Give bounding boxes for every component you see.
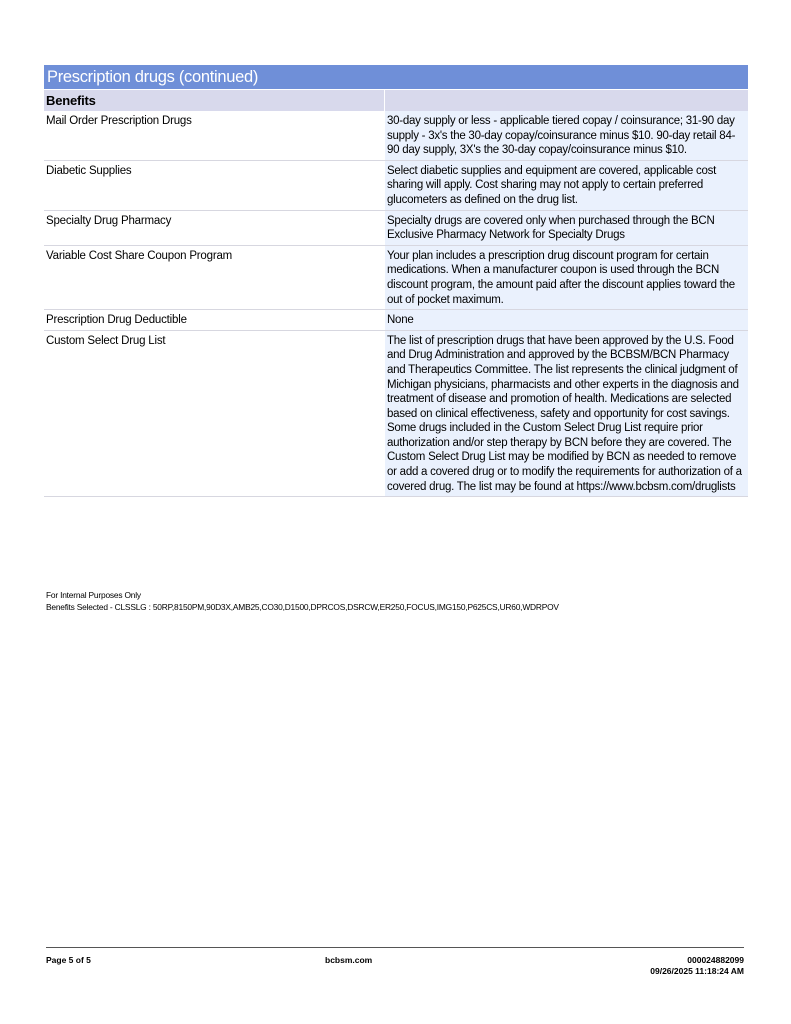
table-row <box>44 331 748 498</box>
benefit-details: Your plan includes a prescription drug discount program for certain medications. When a manufacturer coupon is used through the BCN discount program, the amount paid after the discount applies toward the out of pocket maximum. <box>385 246 748 309</box>
benefit-name: Diabetic Supplies <box>46 164 132 177</box>
benefit-name: Prescription Drug Deductible <box>46 314 187 327</box>
internal-note-title: For Internal Purposes Only <box>46 590 141 600</box>
benefit-name: Specialty Drug Pharmacy <box>46 214 172 227</box>
column-header-benefits: Benefits <box>44 90 384 111</box>
benefit-name: Mail Order Prescription Drugs <box>46 115 192 127</box>
section-title: Prescription drugs (continued) <box>44 65 748 89</box>
benefit-details: Specialty drugs are covered only when purchased through the BCN Exclusive Pharmacy Network for Specialty Drugs <box>385 211 748 245</box>
benefits-table <box>44 65 748 497</box>
column-header-details <box>385 90 748 111</box>
benefit-details: 30-day supply or less - applicable tiered copay / coinsurance; 31-90 day supply - 3x's the 30-day copay/coinsurance minus $10. 90-day retail 84-90 day supply, 3X's the 30-day copay/coinsurance minus $10. <box>385 111 748 160</box>
document-info <box>650 955 744 977</box>
print-timestamp: 09/26/2025 11:18:24 AM <box>650 966 744 976</box>
benefit-name: Variable Cost Share Coupon Program <box>46 249 233 262</box>
table-row <box>44 211 748 246</box>
benefit-details: The list of prescription drugs that have been approved by the U.S. Food and Drug Administration and approved by the BCBSM/BCN Pharmacy and Therapeutics Committee. The list represents the clinical judgment of Michigan physicians, pharmacists and other experts in the diagnosis and treatment of disease and promotion of health. Medications are selected based on clinical effectiveness, safety and opportunity for cost savings. Some drugs included in the Custom Select Drug List require prior authorization and/or step therapy by BCN before they are covered. The Custom Select Drug List may be modified by BCN as needed to remove or add a covered drug or to modify the requirements for authorization of a covered drug. The list may be found at https://www.bcbsm.com/druglists <box>385 331 748 497</box>
table-row <box>44 111 748 161</box>
benefits-selected-codes: Benefits Selected - CLSSLG : 50RP,8150PM,90D3X,AMB25,CO30,D1500,DPRCOS,DSRCW,ER250,FOCUS,IMG150,P625CS,UR60,WDRPOV <box>46 602 559 612</box>
table-row <box>44 246 748 310</box>
table-row <box>44 161 748 211</box>
internal-note <box>46 589 559 613</box>
benefit-details: Select diabetic supplies and equipment are covered, applicable cost sharing will apply. Cost sharing may not apply to certain preferred glucometers as defined on the drug list. <box>385 161 748 210</box>
table-row <box>44 310 748 331</box>
table-header-row <box>44 90 748 111</box>
footer-divider <box>46 947 744 948</box>
document-id: 000024882099 <box>687 955 744 965</box>
site-name: bcbsm.com <box>325 955 373 965</box>
page-number: Page 5 of 5 <box>46 955 91 965</box>
benefit-name: Custom Select Drug List <box>46 334 166 347</box>
benefit-details: None <box>385 310 748 330</box>
